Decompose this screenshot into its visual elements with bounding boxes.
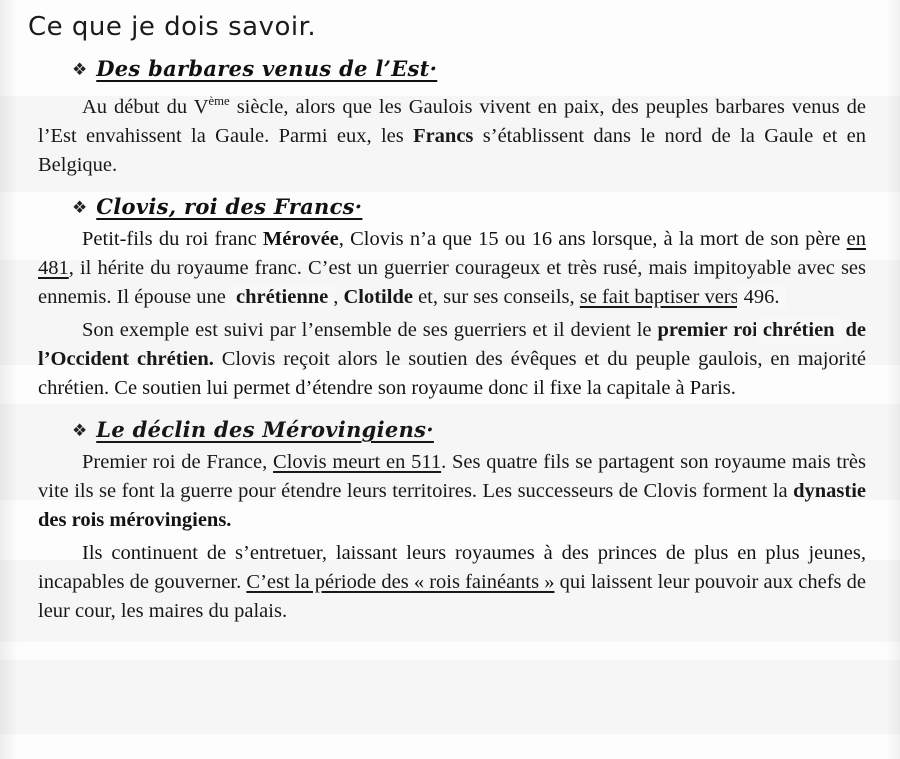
paragraph-3 [38, 316, 866, 403]
body-text: , il hérite du royaume franc. C’est un guerrier courageux et très rusé, mais impitoyable avec ses ennemis. Il épouse une [38, 256, 866, 308]
diamond-bullet-icon: ❖ [72, 197, 88, 218]
emphasis-text: dynastie des rois mérovingiens. [38, 479, 866, 531]
body-text: Son exemple est suivi par l’ensemble de ses guerriers et il devient le [82, 318, 658, 341]
section-heading-3 [72, 417, 900, 442]
emphasis-text: Mérovée [262, 227, 339, 250]
body-text: . Ses quatre fils se partagent son royaume mais très vite ils se font la guerre pour étendre leurs territoires. Les successeurs de Clovis forment la [38, 450, 866, 502]
diamond-bullet-icon: ❖ [72, 60, 88, 80]
body-text: Au début du V [82, 95, 209, 118]
diamond-bullet-icon: ❖ [72, 420, 88, 441]
body-text: Premier roi de France, [82, 450, 274, 473]
page-title: Ce que je dois savoir. [28, 12, 317, 42]
underlined-text: se fait baptiser vers [579, 285, 739, 308]
section-heading-3-label: Le déclin des Mérovingiens· [96, 416, 434, 442]
emphasis-text: Francs [413, 124, 474, 147]
emphasis-text: Clotilde [343, 285, 413, 308]
emphasis-text: premier roi [657, 318, 758, 341]
section-heading-2 [72, 194, 900, 219]
paragraph-4 [38, 448, 866, 535]
section-heading-2-label: Clovis, roi des Francs· [96, 193, 363, 219]
section-heading-1 [72, 56, 900, 81]
body-text: , Clovis n’a que 15 ou 16 ans lorsque, à la mort de son père [338, 227, 847, 250]
superscript-text: ème [208, 94, 230, 108]
scan-edge-shadow-right [886, 0, 900, 759]
body-text: Ils continuent de s’entretuer, laissant leurs royaumes à des princes de plus en plus jeunes, incapables de gouverner. [38, 541, 866, 593]
underlined-text: en 481 [38, 227, 866, 279]
filled-answer: 496. [739, 286, 785, 308]
filled-answer: chrétien [758, 319, 840, 341]
section-heading-1-label: Des barbares venus de l’Est· [96, 56, 438, 81]
body-text: Clovis reçoit alors le soutien des évêques et du peuple gaulois, en majorité chrétien. Ce soutien lui permet d’étendre son royaume donc il fixe la capitale à Paris. [38, 347, 866, 399]
body-text: et, sur ses conseils, [412, 285, 580, 308]
underlined-text: Clovis meurt en 511 [273, 450, 442, 473]
body-text: qui laissent leur pouvoir aux chefs de leur cour, les maires du palais. [38, 570, 866, 622]
filled-answer: chrétienne [231, 286, 333, 308]
paragraph-5 [38, 539, 866, 626]
body-text: s’établissent dans le nord de la Gaule et en Belgique. [38, 124, 866, 176]
scan-band [0, 660, 900, 734]
underlined-text: C’est la période des « rois fainéants » [246, 570, 555, 593]
paragraph-2 [38, 225, 866, 312]
emphasis-text: de l’Occident chrétien. [38, 318, 866, 370]
body-text: Petit-fils du roi franc [82, 227, 263, 250]
paragraph-1 [38, 87, 866, 180]
scan-edge-shadow-left [0, 0, 18, 759]
body-text: , [333, 285, 344, 308]
body-text: siècle, alors que les Gaulois vivent en paix, des peuples barbares venus de l’Est envahissent la Gaule. Parmi eux, les [38, 95, 866, 147]
